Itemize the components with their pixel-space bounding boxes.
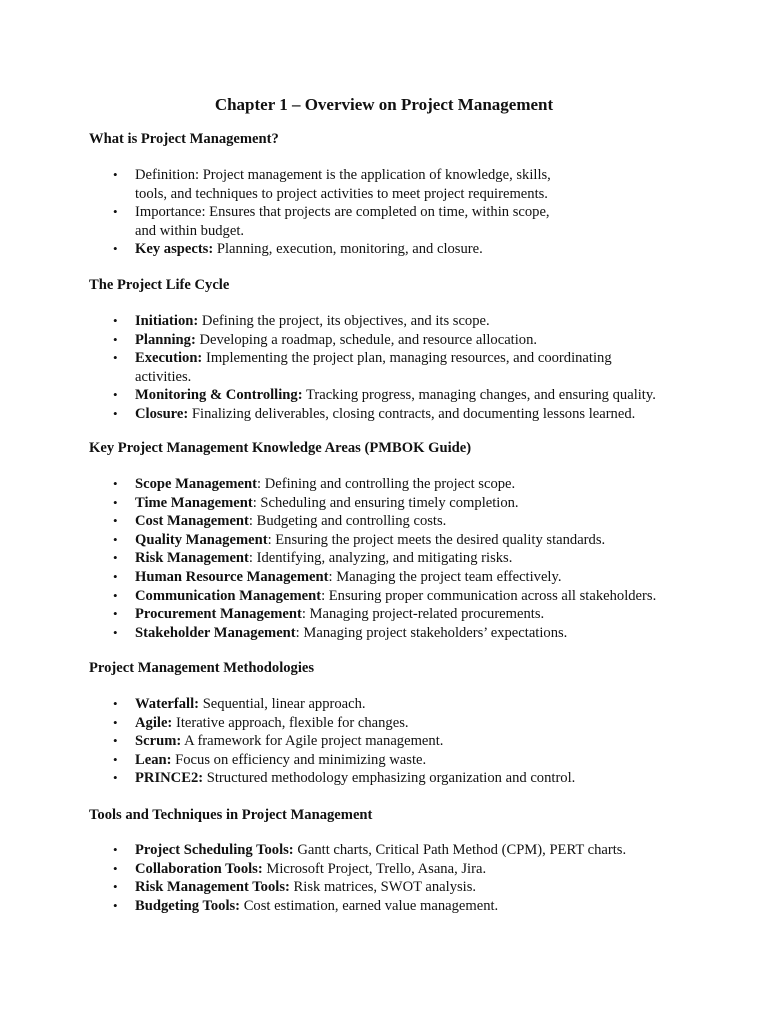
section-list-methodologies [0,695,700,788]
list-item-text: Focus on efficiency and minimizing waste. [175,751,427,768]
list-item-sep: : [321,587,329,604]
list-item-text: Defining and controlling the project scope. [264,476,516,492]
list-item [0,695,700,714]
list-item [0,475,700,494]
list-item-term: Budgeting Tools: [135,897,241,914]
list-item [0,203,700,240]
section-heading-life-cycle: The Project Life Cycle [89,277,230,293]
list-item [0,897,700,916]
list-item-sep: : [252,494,261,511]
list-item-term: Cost Management [135,513,249,530]
list-item [0,494,700,513]
bullet-icon: • [113,606,118,622]
bullet-icon: • [113,842,118,857]
list-item-term: Scope Management [135,476,258,492]
list-item [0,605,700,624]
bullet-icon: • [113,241,118,257]
bullet-icon: • [113,770,118,786]
list-item [0,549,700,568]
bullet-icon: • [113,714,118,730]
list-item-term: Waterfall: [135,696,200,712]
list-item-sep: : [295,624,304,641]
list-item-term: Stakeholder Management [135,624,296,641]
list-item [0,860,700,879]
bullet-icon: • [113,860,118,876]
list-item [0,587,700,606]
list-item-text: Budgeting and controlling costs. [256,513,447,530]
list-item-term: Time Management [135,494,253,511]
list-item-text: Ensuring the project meets the desired quality standards. [275,531,606,548]
list-item [0,349,700,386]
list-item [0,531,700,550]
list-item-text: Risk matrices, SWOT analysis. [293,879,477,896]
bullet-icon: • [113,350,118,366]
bullet-icon: • [113,331,118,347]
list-item-text: Managing project stakeholders’ expectations. [303,624,568,641]
bullet-icon: • [113,733,118,749]
list-item [0,512,700,531]
bullet-icon: • [113,879,118,895]
list-item-term: Planning: [135,331,196,348]
list-item-text: Managing the project team effectively. [336,568,562,585]
list-item [0,732,700,751]
list-item-text: Gantt charts, Critical Path Method (CPM), PERT charts. [297,842,627,858]
list-item [0,878,700,897]
bullet-icon: • [113,513,118,529]
document-title: Chapter 1 – Overview on Project Management [214,95,554,114]
section-list-what-is-pm [0,166,700,259]
bullet-icon: • [113,550,118,566]
list-item-term: Risk Management [135,550,249,567]
list-item [0,386,700,405]
list-item-text: Tracking progress, managing changes, and ensuring quality. [305,387,656,404]
list-item-term: Collaboration Tools: [135,860,263,877]
bullet-icon: • [113,204,118,220]
bullet-icon: • [113,696,118,711]
list-item-term: Lean: [135,751,172,768]
list-item [0,166,700,203]
list-item-sep: : [248,513,257,530]
list-item-term: Monitoring & Controlling: [135,387,303,404]
list-item-text: Implementing the project plan, managing resources, and coordinating activities. [135,350,612,385]
list-item-term: Agile: [135,714,173,731]
list-item [0,240,700,259]
list-item-term: Procurement Management [135,606,302,623]
list-item-text: Developing a roadmap, schedule, and resource allocation. [199,331,538,348]
list-item-term: Scrum: [135,733,182,750]
list-item-sep: : [248,550,257,567]
bullet-icon: • [113,568,118,584]
list-item-term: Communication Management [135,587,322,604]
list-item-text: Defining the project, its objectives, and its scope. [201,313,490,329]
list-item-text: A framework for Agile project management. [184,733,444,750]
list-item-term: Risk Management Tools: [135,879,290,896]
list-item [0,841,700,860]
section-heading-what-is-pm: What is Project Management? [89,131,279,147]
list-item [0,312,700,331]
section-list-life-cycle [0,312,700,424]
list-item-text: Cost estimation, earned value management. [243,897,499,914]
bullet-icon: • [113,624,118,640]
list-item [0,769,700,788]
list-item [0,331,700,350]
list-item-text: Ensuring proper communication across all stakeholders. [328,587,657,604]
list-item-term: Human Resource Management [135,568,329,585]
bullet-icon: • [113,387,118,403]
list-item-text: Structured methodology emphasizing organization and control. [206,770,576,787]
list-item-text: Finalizing deliverables, closing contracts, and documenting lessons learned. [191,405,636,422]
list-item [0,751,700,770]
bullet-icon: • [113,897,118,913]
list-item-text: Planning, execution, monitoring, and closure. [216,241,483,258]
list-item-text: Iterative approach, flexible for changes. [175,714,409,731]
list-item-text: Importance: Ensures that projects are completed on time, within scope, and within budget. [135,204,550,239]
list-item-term: Closure: [135,405,189,422]
bullet-icon: • [113,531,118,547]
bullet-icon: • [113,167,118,182]
bullet-icon: • [113,587,118,603]
section-heading-tools: Tools and Techniques in Project Management [89,807,373,823]
list-item-sep: : [328,568,337,585]
list-item-term: PRINCE2: [135,770,204,787]
list-item-term: Initiation: [135,313,199,329]
bullet-icon: • [113,476,118,491]
list-item-text: Identifying, analyzing, and mitigating risks. [256,550,513,567]
section-list-knowledge-areas [0,475,700,642]
list-item-term: Quality Management [135,531,268,548]
section-heading-knowledge-areas: Key Project Management Knowledge Areas (PMBOK Guide) [89,440,472,456]
section-list-tools [0,841,700,915]
list-item-sep: : [257,476,265,492]
list-item-term: Project Scheduling Tools: [135,842,294,858]
bullet-icon: • [113,405,118,421]
list-item-term: Key aspects: [135,241,214,258]
bullet-icon: • [113,313,118,328]
list-item-sep: : [301,606,310,623]
list-item [0,714,700,733]
section-heading-methodologies: Project Management Methodologies [89,660,315,676]
list-item-text: Managing project-related procurements. [309,606,545,623]
bullet-icon: • [113,751,118,767]
list-item-text: Sequential, linear approach. [202,696,366,712]
list-item-text: Scheduling and ensuring timely completion. [260,494,519,511]
list-item-sep: : [267,531,276,548]
list-item-term: Execution: [135,350,203,367]
bullet-icon: • [113,494,118,510]
list-item [0,568,700,587]
list-item-text: Microsoft Project, Trello, Asana, Jira. [266,860,487,877]
list-item-text: Definition: Project management is the application of knowledge, skills, tools, and techniques to project activities to meet project requirements. [135,167,551,202]
list-item [0,405,700,424]
list-item [0,624,700,643]
